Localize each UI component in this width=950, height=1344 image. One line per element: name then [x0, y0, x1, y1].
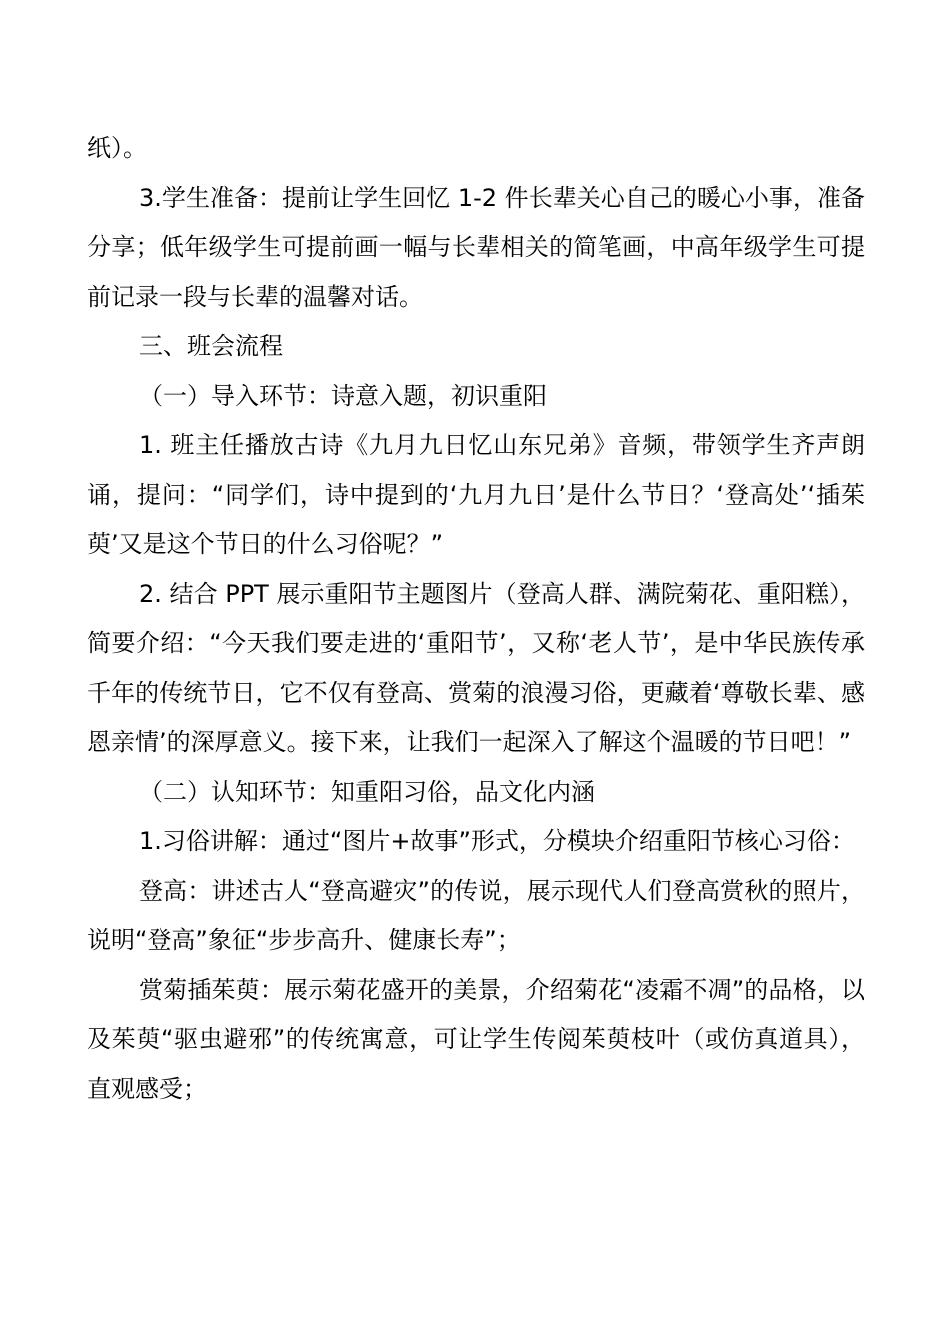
paragraph-continuation: 纸）。: [87, 134, 147, 162]
document-body: [87, 124, 865, 1114]
paragraph-poem-recitation: 1. 班主任播放古诗《九月九日忆山东兄弟》音频，带领学生齐声朗诵，提问：“同学们，诗中提到的‘九月九日’是什么节日？‘登高处’‘插茱萸’又是这个节日的什么习俗呢？”: [87, 431, 865, 558]
subsection-heading-introduction: （一）导入环节：诗意入题，初识重阳: [139, 381, 547, 410]
paragraph-ppt-introduction: 2. 结合 PPT 展示重阳节主题图片（登高人群、满院菊花、重阳糕），简要介绍：“今天我们要走进的‘重阳节’，又称‘老人节’，是中华民族传承千年的传统节日，它不仅有登高、赏菊的浪漫习俗，更藏着‘尊敬长辈、感恩亲情’的深厚意义。接下来，让我们一起深入了解这个温暖的节日吧！”: [87, 579, 865, 756]
section-heading-class-meeting-process: 三、班会流程: [139, 332, 283, 360]
paragraph-climbing-custom: 登高：讲述古人“登高避灾”的传说，展示现代人们登高赏秋的照片，说明“登高”象征“步步高升、健康长寿”；: [87, 876, 865, 954]
subsection-heading-cognition: （二）认知环节：知重阳习俗，品文化内涵: [139, 777, 595, 806]
paragraph-custom-explanation: 1.习俗讲解：通过“图片+故事”形式，分模块介绍重阳节核心习俗：: [139, 827, 855, 855]
paragraph-chrysanthemum-custom: 赏菊插茱萸：展示菊花盛开的美景，介绍菊花“凌霜不凋”的品格，以及茱萸“驱虫避邪”的传统寓意，可让学生传阅茱萸枝叶（或仿真道具），直观感受；: [87, 975, 865, 1103]
paragraph-student-preparation: 3.学生准备：提前让学生回忆 1-2 件长辈关心自己的暖心小事，准备分享；低年级学生可提前画一幅与长辈相关的简笔画，中高年级学生可提前记录一段与长辈的温馨对话。: [87, 183, 865, 311]
